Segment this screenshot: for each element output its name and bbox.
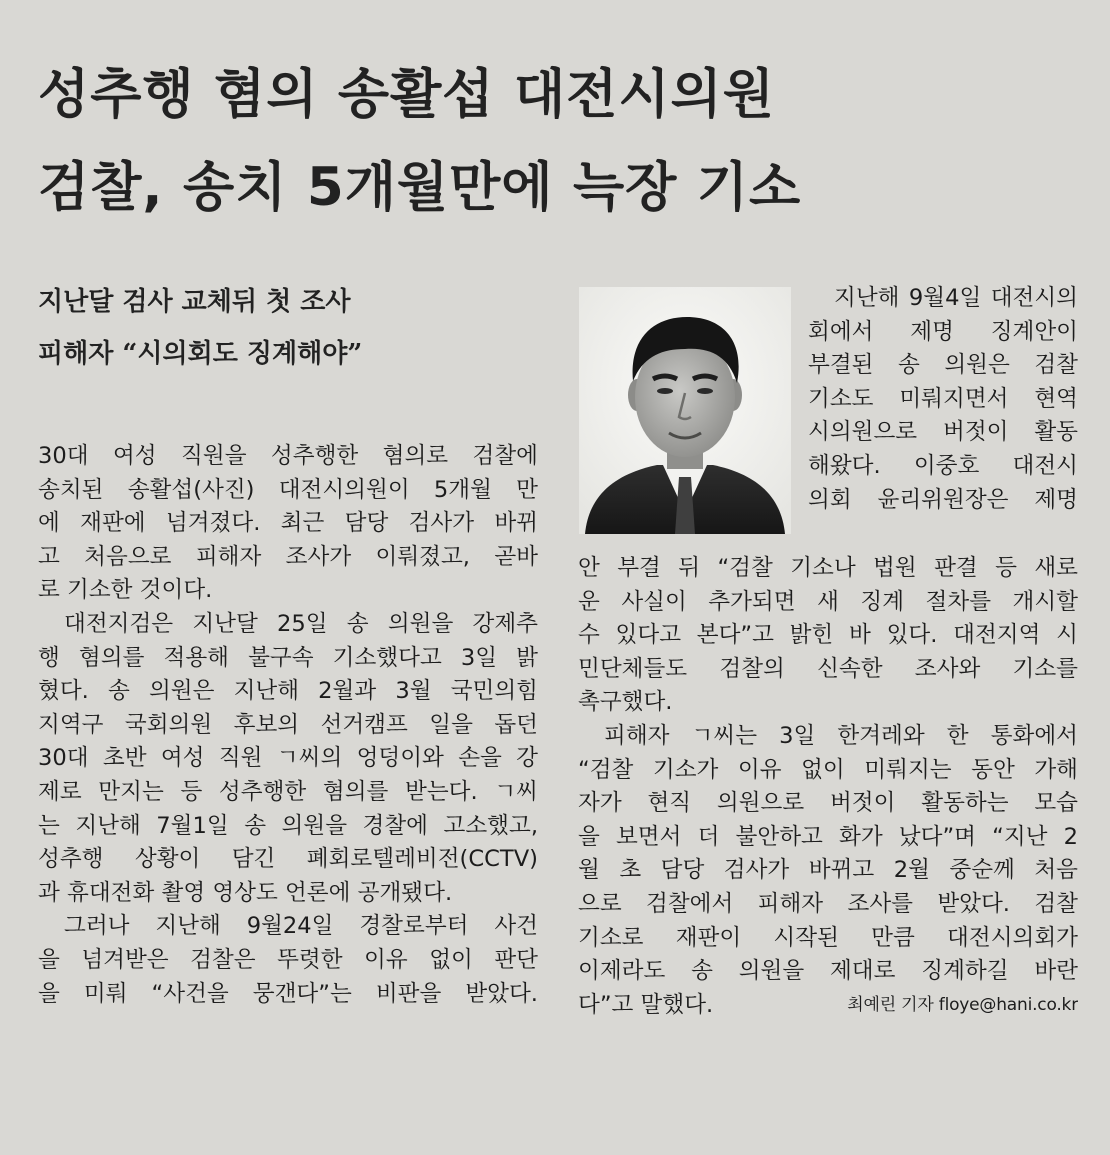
- body-line: 에 재판에 넘겨졌다. 최근 담당 검사가 바뀌: [38, 510, 538, 537]
- body-line: 을 넘겨받은 검찰은 뚜렷한 이유 없이 판단: [38, 946, 538, 973]
- body-line: 을 보면서 더 불안하고 화가 났다”며 “지난 2: [578, 823, 1078, 850]
- headline-line-1: 성추행 혐의 송활섭 대전시의원: [38, 64, 775, 125]
- body-line: 행 혐의를 적용해 불구속 기소했다고 3일 밝: [38, 644, 538, 671]
- portrait-illustration: [579, 287, 791, 534]
- body-line: 운 사실이 추가되면 새 징계 절차를 개시할: [578, 588, 1078, 615]
- body-line: 회에서 제명 징계안이: [808, 318, 1078, 345]
- body-line: 시의원으로 버젓이 활동: [808, 419, 1078, 446]
- portrait-photo: [579, 287, 791, 534]
- subheadline: [38, 276, 558, 380]
- body-line: “검찰 기소가 이유 없이 미뤄지는 동안 가해: [578, 756, 1078, 783]
- subhead-line-2: 피해자 “시의회도 징계해야”: [38, 339, 363, 369]
- body-line: 그러나 지난해 9월24일 경찰로부터 사건: [64, 913, 538, 940]
- body-line: 는 지난해 7월1일 송 의원을 경찰에 고소했고,: [38, 812, 538, 839]
- body-line: 촉구했다.: [578, 689, 673, 716]
- body-line: 민단체들도 검찰의 신속한 조사와 기소를: [578, 655, 1078, 682]
- headline-line-2: 검찰, 송치 5개월만에 늑장 기소: [38, 157, 802, 218]
- body-line: 기소도 미뤄지면서 현역: [808, 385, 1078, 412]
- body-line: 대전지검은 지난달 25일 송 의원을 강제추: [64, 610, 538, 637]
- body-line: 과 휴대전화 촬영 영상도 언론에 공개됐다.: [38, 879, 453, 906]
- body-line: 30대 초반 여성 직원 ㄱ씨의 엉덩이와 손을 강: [38, 745, 538, 772]
- body-line: 부결된 송 의원은 검찰: [808, 352, 1078, 379]
- body-line: 로 기소한 것이다.: [38, 577, 213, 604]
- body-line: 자가 현직 의원으로 버젓이 활동하는 모습: [578, 790, 1078, 817]
- article-right-top-column: [808, 282, 1078, 517]
- body-line: 제로 만지는 등 성추행한 혐의를 받는다. ㄱ씨: [38, 778, 538, 805]
- body-line: 송치된 송활섭(사진) 대전시의원이 5개월 만: [38, 476, 538, 503]
- body-line: 혔다. 송 의원은 지난해 2월과 3월 국민의힘: [38, 678, 538, 705]
- body-line: 의회 윤리위원장은 제명: [808, 486, 1078, 513]
- body-line: 성추행 상황이 담긴 폐회로텔레비전(CCTV): [38, 846, 538, 873]
- headline: [38, 48, 1088, 234]
- article-right-column: [578, 552, 1078, 1022]
- body-line: 피해자 ㄱ씨는 3일 한겨레와 한 통화에서: [604, 722, 1078, 749]
- body-line: 으로 검찰에서 피해자 조사를 받았다. 검찰: [578, 890, 1078, 917]
- article-left-column: [38, 440, 538, 1011]
- closing-line: [578, 989, 1078, 1023]
- body-line: 기소로 재판이 시작된 만큼 대전시의회가: [578, 924, 1078, 951]
- body-line: 안 부결 뒤 “검찰 기소나 법원 판결 등 새로: [578, 555, 1078, 581]
- body-line: 다”고 말했다.: [578, 991, 714, 1018]
- body-line: 지역구 국회의원 후보의 선거캠프 일을 돕던: [38, 711, 538, 738]
- body-line: 고 처음으로 피해자 조사가 이뤄졌고, 곧바: [38, 543, 538, 570]
- subhead-line-1: 지난달 검사 교체뒤 첫 조사: [38, 287, 351, 317]
- body-line: 수 있다고 본다”고 밝힌 바 있다. 대전지역 시: [578, 622, 1078, 649]
- body-line: 을 미뤄 “사건을 뭉갠다”는 비판을 받았다.: [38, 980, 538, 1007]
- body-line: 이제라도 송 의원을 제대로 징계하길 바란: [578, 958, 1078, 985]
- body-line: 월 초 담당 검사가 바뀌고 2월 중순께 처음: [578, 857, 1078, 884]
- body-line: 지난해 9월4일 대전시의: [834, 285, 1078, 311]
- body-line: 해왔다. 이중호 대전시: [808, 452, 1078, 479]
- byline: 최예린 기자 floye@hani.co.kr: [847, 994, 1078, 1015]
- body-line: 30대 여성 직원을 성추행한 혐의로 검찰에: [38, 443, 538, 469]
